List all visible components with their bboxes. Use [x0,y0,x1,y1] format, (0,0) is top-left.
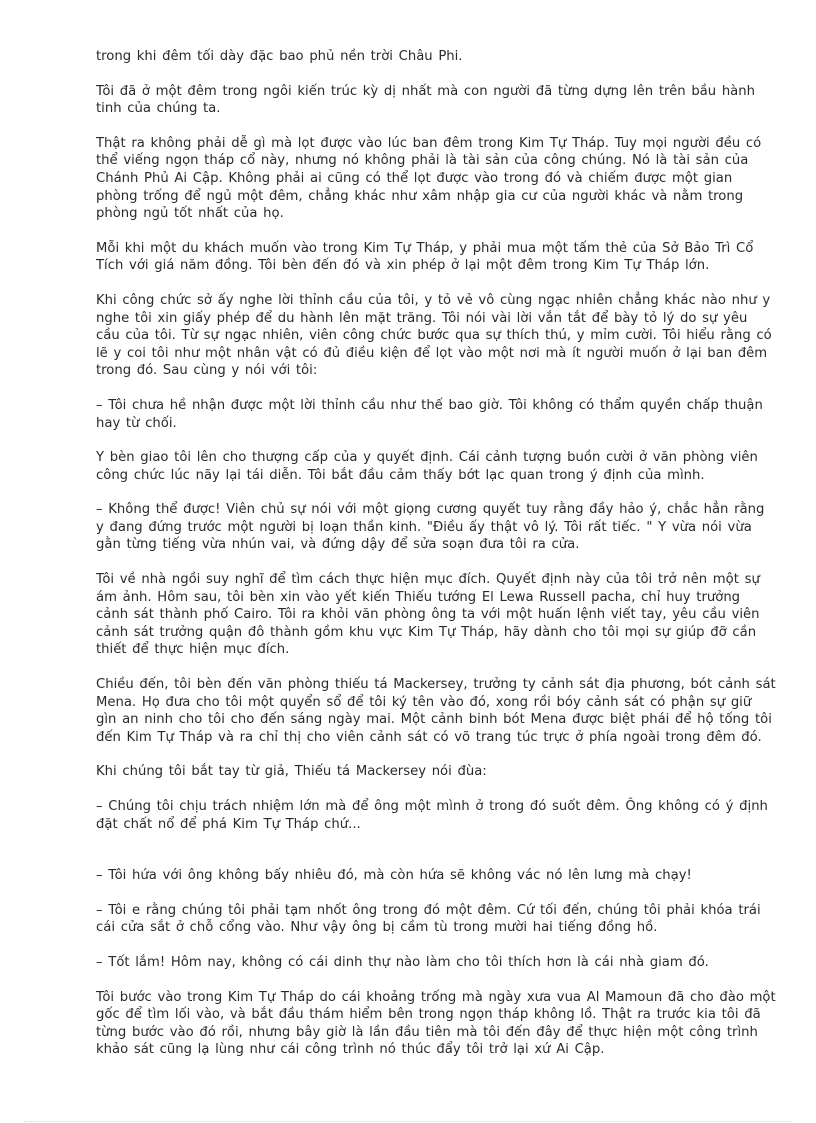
paragraph-7: Y bèn giao tôi lên cho thượng cấp của y quyết định. Cái cảnh tượng buồn cười ở văn phòng viên công chức lúc nãy lại tái diễn. Tôi bắt đầu cảm thấy bớt lạc quan trong ý định của mình. [96,450,758,483]
paragraph-10: Chiều đến, tôi bèn đến văn phòng thiếu tá Mackersey, trưởng ty cảnh sát địa phương, bót cảnh sát Mena. Họ đưa cho tôi một quyển sổ để tôi ký tên vào đó, xong rồi bóy cảnh sát có phận sự giữ gìn an ninh cho tôi cho đến sáng ngày mai. Một cảnh binh bót Mena được biệt phái để hộ tống tôi đến Kim Tự Tháp và ra chỉ thị cho viên cảnh sát có võ trang túc trực ở phía ngoài trong đêm đó. [96,677,776,745]
paragraph-6: – Tôi chưa hề nhận được một lời thỉnh cầu như thế bao giờ. Tôi không có thẩm quyền chấp thuận hay từ chối. [96,397,763,431]
paragraph-9: Tôi về nhà ngồi suy nghĩ để tìm cách thực hiện mục đích. Quyết định này của tôi trở nên một sự ám ảnh. Hôm sau, tôi bèn xin vào yết kiến Thiếu tướng El Lewa Russell pacha, chỉ huy trưởng cảnh sát thành phố Cairo. Tôi ra khỏi văn phòng ông ta với một huấn lệnh viết tay, yêu cầu viên cảnh sát trưởng quận đô thành gồm khu vực Kim Tự Tháp, hãy dành cho tôi mọi sự giúp đỡ cần thiết để thực hiện mục đích. [96,572,760,658]
page-bottom-divider [24,1121,792,1122]
paragraph-5: Khi công chức sở ấy nghe lời thỉnh cầu của tôi, y tỏ vẻ vô cùng ngạc nhiên chẳng khác nào như y nghe tôi xin giấy phép để du hành lên mặt trăng. Tôi nói vài lời vắn tắt để bày tỏ lý do sự yêu cầu của tôi. Từ sự ngạc nhiên, viên công chức bước qua sự thích thú, y mỉm cười. Tôi hiểu rằng có lẽ y coi tôi như một nhân vật có đủ điều kiện để lọt vào một nơi mà ít người muốn ở lại ban đêm trong đó. Sau cùng y nói với tôi: [96,292,772,379]
paragraph-12: – Chúng tôi chịu trách nhiệm lớn mà để ông một mình ở trong đó suốt đêm. Ông không có ý định đặt chất nổ để phá Kim Tự Tháp chứ... [96,799,768,832]
paragraph-3: Thật ra không phải dễ gì mà lọt được vào lúc ban đêm trong Kim Tự Tháp. Tuy mọi người đều có thể viếng ngọn tháp cổ này, nhưng nó không phải là tài sản của công chúng. Nó là tài sản của Chánh Phủ Ai Cập. Không phải ai cũng có thể lọt được vào trong đó và chiếm được một gian phòng trống để ngủ một đêm, chẳng khác như xâm nhập gia cư của người khác và nằm trong phòng ngủ tốt nhất của họ. [96,135,762,222]
paragraph-8: – Không thể được! Viên chủ sự nói với một giọng cương quyết tuy rằng đầy hảo ý, chắc hẳn rằng y đang đứng trước một người bị loạn thần kinh. "Điều ấy thật vô lý. Tôi rất tiếc. " Y vừa nói vừa gằn từng tiếng vừa nhún vai, và đứng dậy để sửa soạn đưa tôi ra cửa. [96,502,765,553]
paragraph-1: trong khi đêm tối dày đặc bao phủ nền trời Châu Phi. [96,49,463,64]
paragraph-11: Khi chúng tôi bắt tay từ giả, Thiếu tá Mackersey nói đùa: [96,764,487,780]
paragraph-4: Mỗi khi một du khách muốn vào trong Kim Tự Tháp, y phải mua một tấm thẻ của Sở Bảo Trì Cổ Tích với giá năm đồng. Tôi bèn đến đó và xin phép ở lại một đêm trong Kim Tự Tháp lớn. [96,240,754,274]
paragraph-13: – Tôi hứa với ông không bấy nhiêu đó, mà còn hứa sẽ không vác nó lên lưng mà chạy! [96,868,692,884]
paragraph-16: Tôi bước vào trong Kim Tự Tháp do cái khoảng trống mà ngày xưa vua Al Mamoun đã cho đào một gốc để tìm lối vào, và bắt đầu thám hiểm bên trong ngọn tháp không lồ. Thật ra trước kia tôi đã từng bước vào đó rồi, nhưng bây giờ là lần đầu tiên mà tôi đến đây để thực hiện một công trình khảo sát cũng lạ lùng như cái công trình nó thúc đẩy tôi trở lại xứ Ai Cập. [96,989,776,1058]
document-page [96,48,776,1076]
paragraph-15: – Tốt lắm! Hôm nay, không có cái dinh thự nào làm cho tôi thích hơn là cái nhà giam đó. [96,954,709,970]
paragraph-14: – Tôi e rằng chúng tôi phải tạm nhốt ông trong đó một đêm. Cứ tối đến, chúng tôi phải khóa trái cái cửa sắt ở chỗ cổng vào. Như vậy ông bị cầm tù trong mười hai tiếng đồng hồ. [96,902,761,936]
paragraph-2: Tôi đã ở một đêm trong ngôi kiến trúc kỳ dị nhất mà con người đã từng dựng lên trên bầu hành tinh của chúng ta. [96,83,755,117]
